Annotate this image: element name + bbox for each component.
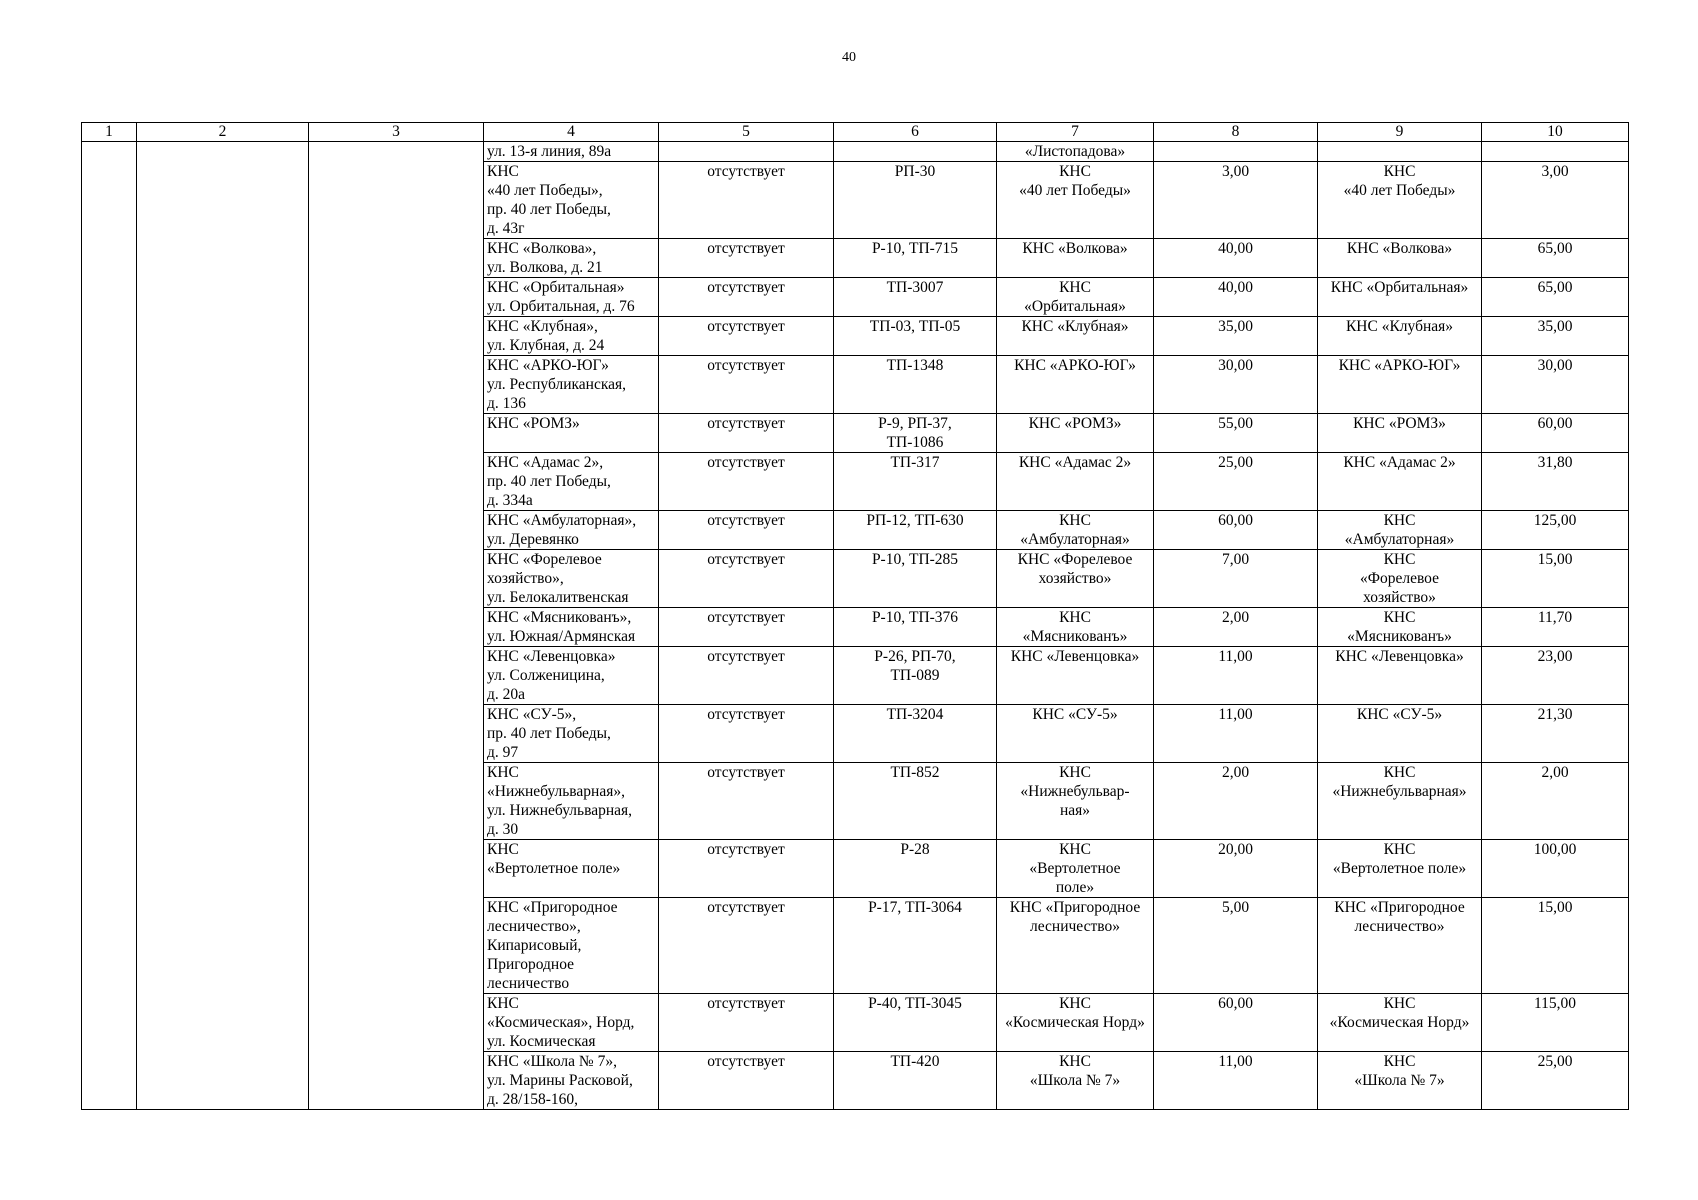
object-cell: КНС «Волкова», ул. Волкова, д. 21 (484, 239, 659, 278)
object-cell: КНС «Клубная», ул. Клубная, д. 24 (484, 317, 659, 356)
substation-cell: ТП-317 (834, 453, 997, 511)
column-header-5: 5 (659, 123, 834, 142)
capacity-cell: 25,00 (1482, 1052, 1629, 1110)
value-cell: 11,00 (1154, 705, 1318, 763)
status-cell: отсутствует (659, 317, 834, 356)
value-cell: 20,00 (1154, 840, 1318, 898)
capacity-cell: 21,30 (1482, 705, 1629, 763)
substation-cell: ТП-3007 (834, 278, 997, 317)
object-cell: КНС «РОМЗ» (484, 414, 659, 453)
object-cell: КНС «Орбитальная» ул. Орбитальная, д. 76 (484, 278, 659, 317)
consumer-cell: КНС «40 лет Победы» (1318, 162, 1482, 239)
capacity-cell: 125,00 (1482, 511, 1629, 550)
data-table (81, 122, 1629, 1110)
substation-cell: Р-10, ТП-285 (834, 550, 997, 608)
value-cell: 35,00 (1154, 317, 1318, 356)
status-cell: отсутствует (659, 162, 834, 239)
consumer-cell: КНС «Амбулаторная» (1318, 511, 1482, 550)
substation-cell: Р-17, ТП-3064 (834, 898, 997, 994)
source-cell: КНС «Левенцовка» (997, 647, 1154, 705)
value-cell: 2,00 (1154, 608, 1318, 647)
status-cell: отсутствует (659, 511, 834, 550)
consumer-cell: КНС «РОМЗ» (1318, 414, 1482, 453)
capacity-cell: 60,00 (1482, 414, 1629, 453)
capacity-cell: 3,00 (1482, 162, 1629, 239)
consumer-cell: КНС «Школа № 7» (1318, 1052, 1482, 1110)
substation-cell: Р-40, ТП-3045 (834, 994, 997, 1052)
value-cell: 7,00 (1154, 550, 1318, 608)
source-cell: КНС «Клубная» (997, 317, 1154, 356)
substation-cell: РП-30 (834, 162, 997, 239)
value-cell (1154, 142, 1318, 162)
status-cell: отсутствует (659, 705, 834, 763)
status-cell: отсутствует (659, 1052, 834, 1110)
source-cell: КНС «Адамас 2» (997, 453, 1154, 511)
consumer-cell: КНС «Волкова» (1318, 239, 1482, 278)
consumer-cell: КНС «Нижнебульварная» (1318, 763, 1482, 840)
column-header-1: 1 (82, 123, 137, 142)
column-header-6: 6 (834, 123, 997, 142)
consumer-cell: КНС «Пригородное лесничество» (1318, 898, 1482, 994)
object-cell: КНС «Форелевое хозяйство», ул. Белокалитвенская (484, 550, 659, 608)
substation-cell: Р-9, РП-37, ТП-1086 (834, 414, 997, 453)
object-cell: КНС «АРКО-ЮГ» ул. Республиканская, д. 136 (484, 356, 659, 414)
substation-cell: ТП-1348 (834, 356, 997, 414)
source-cell: КНС «Вертолетное поле» (997, 840, 1154, 898)
capacity-cell: 11,70 (1482, 608, 1629, 647)
source-cell: «Листопадова» (997, 142, 1154, 162)
source-cell: КНС «АРКО-ЮГ» (997, 356, 1154, 414)
capacity-cell: 15,00 (1482, 898, 1629, 994)
source-cell: КНС «РОМЗ» (997, 414, 1154, 453)
substation-cell: ТП-03, ТП-05 (834, 317, 997, 356)
status-cell: отсутствует (659, 239, 834, 278)
object-cell: КНС «Левенцовка» ул. Солженицина, д. 20а (484, 647, 659, 705)
status-cell: отсутствует (659, 278, 834, 317)
object-cell: КНС «СУ-5», пр. 40 лет Победы, д. 97 (484, 705, 659, 763)
capacity-cell: 115,00 (1482, 994, 1629, 1052)
consumer-cell: КНС «Адамас 2» (1318, 453, 1482, 511)
source-cell: КНС «Амбулаторная» (997, 511, 1154, 550)
substation-cell: Р-26, РП-70, ТП-089 (834, 647, 997, 705)
consumer-cell: КНС «Космическая Норд» (1318, 994, 1482, 1052)
substation-cell: ТП-420 (834, 1052, 997, 1110)
table-body (82, 142, 1629, 1110)
consumer-cell: КНС «СУ-5» (1318, 705, 1482, 763)
capacity-cell: 15,00 (1482, 550, 1629, 608)
source-cell: КНС «Орбитальная» (997, 278, 1154, 317)
source-cell: КНС «Мясникованъ» (997, 608, 1154, 647)
status-cell: отсутствует (659, 414, 834, 453)
column-header-8: 8 (1154, 123, 1318, 142)
value-cell: 60,00 (1154, 511, 1318, 550)
column-header-9: 9 (1318, 123, 1482, 142)
column-header-2: 2 (137, 123, 309, 142)
status-cell: отсутствует (659, 647, 834, 705)
status-cell: отсутствует (659, 763, 834, 840)
page-number: 40 (842, 50, 856, 65)
source-cell: КНС «СУ-5» (997, 705, 1154, 763)
substation-cell: Р-10, ТП-715 (834, 239, 997, 278)
capacity-cell: 65,00 (1482, 278, 1629, 317)
value-cell: 11,00 (1154, 1052, 1318, 1110)
substation-cell: ТП-852 (834, 763, 997, 840)
capacity-cell: 2,00 (1482, 763, 1629, 840)
capacity-cell: 30,00 (1482, 356, 1629, 414)
source-cell: КНС «Нижнебульвар- ная» (997, 763, 1154, 840)
substation-cell: Р-28 (834, 840, 997, 898)
object-cell: КНС «40 лет Победы», пр. 40 лет Победы, д. 43г (484, 162, 659, 239)
table-row (82, 142, 1629, 162)
consumer-cell: КНС «Клубная» (1318, 317, 1482, 356)
consumer-cell: КНС «Форелевое хозяйство» (1318, 550, 1482, 608)
status-cell: отсутствует (659, 898, 834, 994)
source-cell: КНС «Школа № 7» (997, 1052, 1154, 1110)
status-cell: отсутствует (659, 550, 834, 608)
value-cell: 40,00 (1154, 239, 1318, 278)
object-cell: КНС «Мясникованъ», ул. Южная/Армянская (484, 608, 659, 647)
substation-cell: Р-10, ТП-376 (834, 608, 997, 647)
object-cell: КНС «Нижнебульварная», ул. Нижнебульварная, д. 30 (484, 763, 659, 840)
value-cell: 40,00 (1154, 278, 1318, 317)
merged-empty-cell-1 (82, 142, 137, 1110)
value-cell: 3,00 (1154, 162, 1318, 239)
column-header-10: 10 (1482, 123, 1629, 142)
source-cell: КНС «Форелевое хозяйство» (997, 550, 1154, 608)
value-cell: 30,00 (1154, 356, 1318, 414)
column-header-4: 4 (484, 123, 659, 142)
value-cell: 11,00 (1154, 647, 1318, 705)
value-cell: 25,00 (1154, 453, 1318, 511)
capacity-cell: 65,00 (1482, 239, 1629, 278)
substation-cell: РП-12, ТП-630 (834, 511, 997, 550)
header-row (82, 123, 1629, 142)
status-cell: отсутствует (659, 608, 834, 647)
object-cell: КНС «Пригородное лесничество», Кипарисовый, Пригородное лесничество (484, 898, 659, 994)
object-cell: КНС «Вертолетное поле» (484, 840, 659, 898)
consumer-cell: КНС «Левенцовка» (1318, 647, 1482, 705)
consumer-cell: КНС «Орбитальная» (1318, 278, 1482, 317)
status-cell: отсутствует (659, 453, 834, 511)
merged-empty-cell-3 (309, 142, 484, 1110)
source-cell: КНС «40 лет Победы» (997, 162, 1154, 239)
source-cell: КНС «Пригородное лесничество» (997, 898, 1154, 994)
value-cell: 60,00 (1154, 994, 1318, 1052)
source-cell: КНС «Космическая Норд» (997, 994, 1154, 1052)
status-cell: отсутствует (659, 356, 834, 414)
capacity-cell (1482, 142, 1629, 162)
substation-cell (834, 142, 997, 162)
object-cell: ул. 13-я линия, 89а (484, 142, 659, 162)
status-cell (659, 142, 834, 162)
value-cell: 2,00 (1154, 763, 1318, 840)
substation-cell: ТП-3204 (834, 705, 997, 763)
merged-empty-cell-2 (137, 142, 309, 1110)
column-header-3: 3 (309, 123, 484, 142)
object-cell: КНС «Амбулаторная», ул. Деревянко (484, 511, 659, 550)
column-header-7: 7 (997, 123, 1154, 142)
source-cell: КНС «Волкова» (997, 239, 1154, 278)
value-cell: 55,00 (1154, 414, 1318, 453)
consumer-cell: КНС «АРКО-ЮГ» (1318, 356, 1482, 414)
status-cell: отсутствует (659, 994, 834, 1052)
object-cell: КНС «Адамас 2», пр. 40 лет Победы, д. 334а (484, 453, 659, 511)
object-cell: КНС «Космическая», Норд, ул. Космическая (484, 994, 659, 1052)
capacity-cell: 31,80 (1482, 453, 1629, 511)
capacity-cell: 35,00 (1482, 317, 1629, 356)
consumer-cell: КНС «Вертолетное поле» (1318, 840, 1482, 898)
capacity-cell: 100,00 (1482, 840, 1629, 898)
status-cell: отсутствует (659, 840, 834, 898)
consumer-cell (1318, 142, 1482, 162)
object-cell: КНС «Школа № 7», ул. Марины Расковой, д. 28/158-160, (484, 1052, 659, 1110)
consumer-cell: КНС «Мясникованъ» (1318, 608, 1482, 647)
capacity-cell: 23,00 (1482, 647, 1629, 705)
value-cell: 5,00 (1154, 898, 1318, 994)
